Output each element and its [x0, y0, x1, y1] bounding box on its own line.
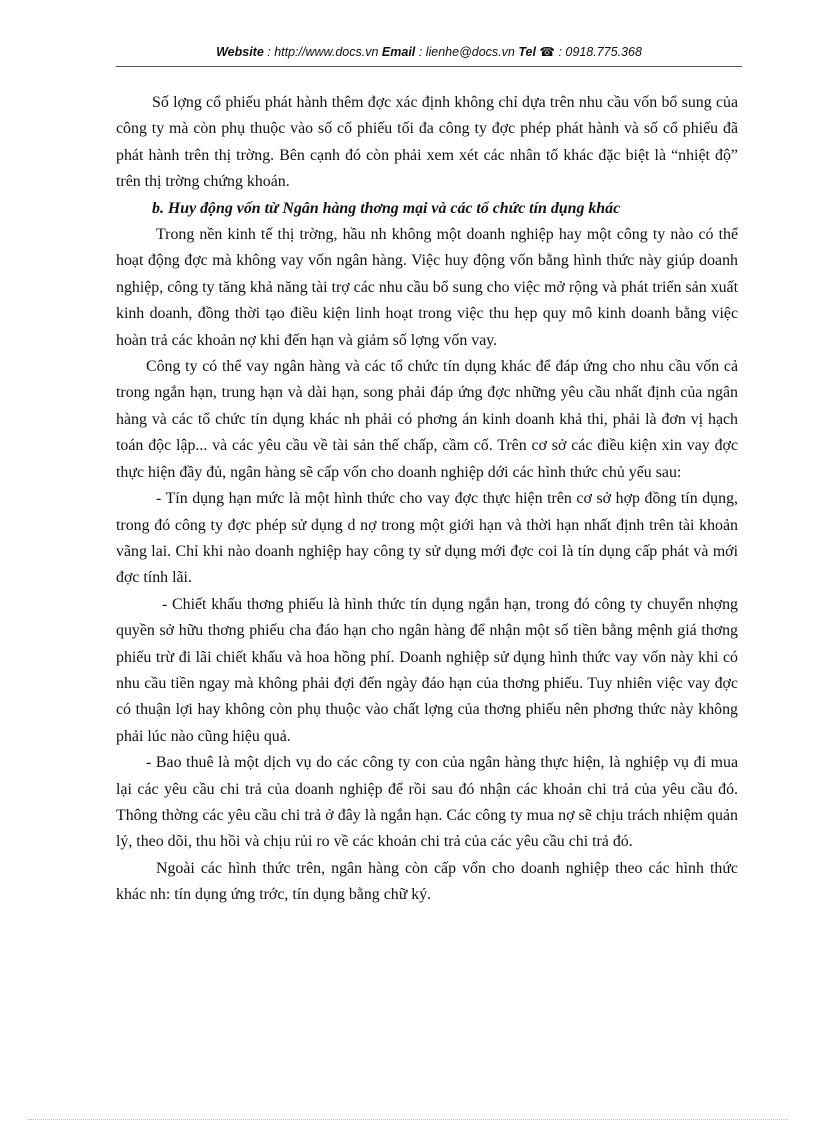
paragraph-credit-limit: - Tín dụng hạn mức là một hình thức cho vay đợc thực hiện trên cơ sở hợp đồng tín dụng, trong đó công ty đợc phép sử dụng d nợ trong một giới hạn và thời hạn nhất định trên tài khoản vãng lai. Chỉ khi nào doanh nghiệp hay công ty sử dụng mới đợc coi là tín dụng cấp phát và mới đợc tính lãi.	[116, 490, 738, 587]
website-label: Website	[216, 45, 264, 59]
website-value: : http://www.docs.vn	[267, 45, 379, 59]
paragraph-other-forms: Ngoài các hình thức trên, ngân hàng còn cấp vốn cho doanh nghiệp theo các hình thức khác nh: tín dụng ứng trớc, tín dụng bằng chữ ký.	[116, 859, 738, 904]
paragraph-bill-discounting: - Chiết khấu thơng phiếu là hình thức tín dụng ngắn hạn, trong đó công ty chuyển nhợng quyền sở hữu thơng phiếu cha đáo hạn cho ngân hàng để nhận một số tiền bằng mệnh giá thơng phiếu trừ đi lãi chiết khấu và hoa hồng phí. Doanh nghiệp sử dụng hình thức vay vốn này khi có nhu cầu tiền ngay mà không phải đợi đến ngày đáo hạn của thơng phiếu. Tuy nhiên việc vay đợc có thuận lợi hay không còn phụ thuộc vào chất lợng của thơng phiếu nên phơng thức này không phải lúc nào cũng hiệu quả.	[116, 595, 738, 745]
email-label: Email	[381, 45, 416, 59]
footer-divider	[28, 1119, 788, 1120]
phone-icon: ☎	[539, 45, 555, 59]
document-body	[116, 90, 738, 909]
header-divider	[116, 66, 742, 67]
page-header	[116, 44, 742, 59]
tel-value: : 0918.775.368	[558, 45, 642, 59]
section-heading-bank-loans: b. Huy động vốn từ Ngân hàng thơng mại và các tổ chức tín dụng khác	[152, 199, 621, 217]
paragraph-stock-issuance: Số lợng cổ phiếu phát hành thêm đợc xác định không chỉ dựa trên nhu cầu vốn bổ sung của công ty mà còn phụ thuộc vào số cổ phiếu tối đa công ty đợc phép phát hành và số cổ phiếu đã phát hành trên thị trờng. Bên cạnh đó còn phải xem xét các nhân tố khác đặc biệt là “nhiệt độ” trên thị trờng chứng khoán.	[116, 94, 738, 191]
tel-label: Tel	[518, 45, 536, 59]
email-value: : lienhe@docs.vn	[418, 45, 515, 59]
paragraph-factoring: - Bao thuê là một dịch vụ do các công ty con của ngân hàng thực hiện, là nghiệp vụ đi mua lại các yêu cầu chi trả của doanh nghiệp để rồi sau đó nhận các khoản chi trả của yêu cầu đó. Thông thờng các yêu cầu chi trả ở đây là ngắn hạn. Các công ty mua nợ sẽ chịu trách nhiệm quản lý, theo dõi, thu hồi và chịu rủi ro về các khoản chi trả của các yêu cầu chi trả đó.	[116, 754, 738, 851]
paragraph-loan-conditions: Công ty có thể vay ngân hàng và các tổ chức tín dụng khác để đáp ứng cho nhu cầu vốn cả trong ngắn hạn, trung hạn và dài hạn, song phải đáp ứng đợc những yêu cầu nhất định của ngân hàng và các tổ chức tín dụng khác nh phải có phơng án kinh doanh khả thi, phải là đơn vị hạch toán độc lập... và các yêu cầu về tài sản thế chấp, cầm cố. Trên cơ sở các điều kiện xin vay đợc thực hiện đầy đủ, ngân hàng sẽ cấp vốn cho doanh nghiệp dới các hình thức chủ yếu sau:	[116, 358, 738, 481]
paragraph-market-economy: Trong nền kinh tế thị trờng, hầu nh không một doanh nghiệp hay một công ty nào có thể hoạt động đợc mà không vay vốn ngân hàng. Việc huy động vốn bằng hình thức này giúp doanh nghiệp, công ty tăng khả năng tài trợ các nhu cầu bổ sung cho việc mở rộng và phát triển sản xuất kinh doanh, đồng thời tạo điều kiện linh hoạt trong việc thu hẹp quy mô kinh doanh bằng việc hoàn trả các khoản nợ khi đến hạn và giảm số lợng vốn vay.	[116, 226, 738, 349]
